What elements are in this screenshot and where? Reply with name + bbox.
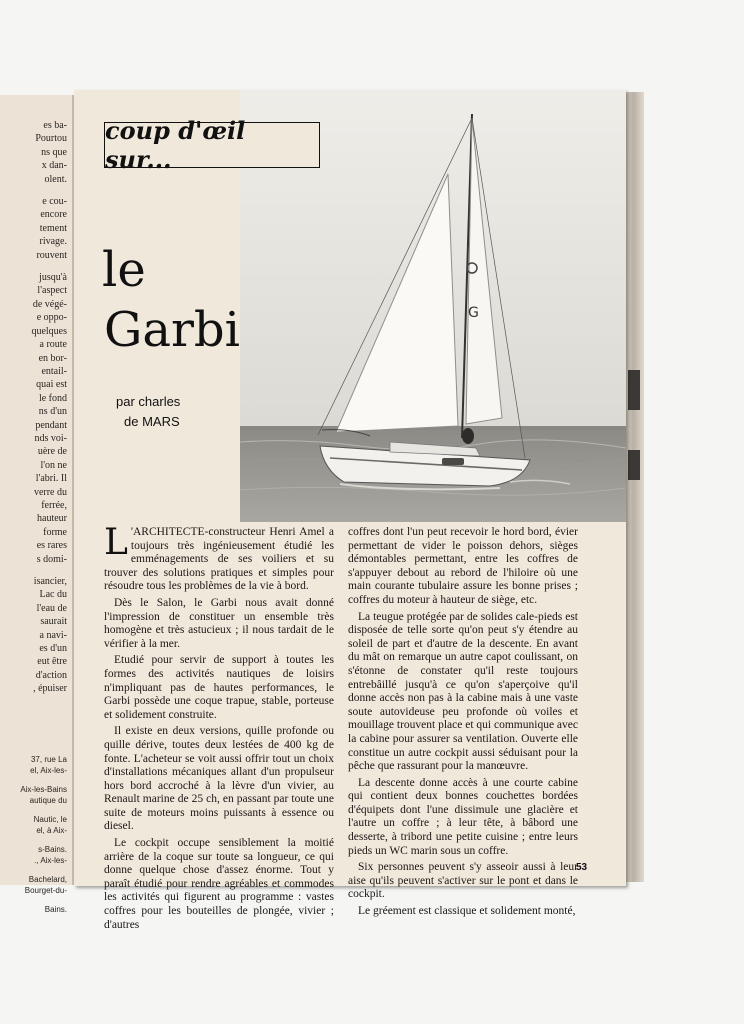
- page-number: 53: [576, 862, 588, 873]
- paragraph: 'ARCHITECTE-constructeur Henri Amel a toujours très ingénieusement étudié les emménagements de ses voiliers et su trouver des solutions pratiques et simples pour résoudre tous les problèmes de la vie à bord.: [104, 526, 334, 593]
- section-kicker: coup d'œil sur...: [104, 122, 320, 168]
- previous-page-line: encore: [40, 209, 67, 221]
- previous-page-line: [0, 566, 72, 575]
- previous-page-line: tement: [39, 222, 67, 234]
- article-column-right: [348, 526, 578, 922]
- previous-page-addresses: [0, 754, 72, 915]
- previous-page-address-line: el, Aix-les-: [30, 765, 67, 775]
- previous-page-line: a route: [39, 339, 67, 351]
- title-line-1: le: [102, 242, 146, 298]
- previous-page-line: es rares: [36, 540, 67, 552]
- previous-page-line: ns d'un: [38, 406, 67, 418]
- previous-page-line: eut être: [37, 656, 67, 668]
- previous-page-address-line: Bains.: [44, 904, 67, 914]
- paragraph: Le gréement est classique et solidement monté,: [358, 905, 576, 918]
- previous-page-address-line: ., Aix-les-: [34, 855, 67, 865]
- previous-page-line: forme: [43, 526, 67, 538]
- paragraph: La teugue protégée par de solides cale-pieds est disposée de telle sorte qu'on peut s'y étendre au soleil de part et d'autre de la descente. En avant du mât on remarque un autre capot coulissant, on s'étonne de constater qu'il reste toujours entrebâillé jusqu'à ce qu'on s'aperçoive qu'il donne accès non pas à la cabine mais à une vaste soute autovideuse peu profonde où voiles et mouillage trouvent place et qui communique avec la cabine pour assurer sa ventilation. Ouverte elle constitue un autre cockpit aussi séduisant pour la pêche que rassurant pour la manœuvre.: [348, 610, 578, 773]
- byline: [116, 392, 256, 432]
- previous-page-line: verre du: [33, 486, 67, 498]
- previous-page-line: [0, 186, 72, 195]
- byline-line-1: par charles: [116, 394, 181, 409]
- previous-page-line: Lac du: [39, 589, 67, 601]
- previous-page-line: isancier,: [33, 576, 67, 587]
- paragraph: coffres dont l'un peut recevoir le hord bord, évier permettant de vider le poisson dehors, sièges démontables permettant, entre les coffres de s'appuyer debout au rebord de l'hiloire où une main courante tubulaire assure les bonne prises ; coffres du moteur à hauteur de siège, etc.: [348, 526, 578, 606]
- previous-page-address-line: 37, rue La: [30, 754, 67, 764]
- previous-page-line: l'on ne: [40, 459, 67, 471]
- previous-page-address-line: autique du: [29, 795, 67, 805]
- previous-page-line: es ba-: [43, 120, 67, 131]
- article-title: [104, 240, 240, 360]
- previous-page-line: de végé-: [32, 298, 67, 310]
- previous-page-line: x dan-: [41, 160, 67, 172]
- byline-line-2: de MARS: [124, 414, 180, 429]
- previous-page-line: l'eau de: [36, 602, 67, 614]
- page-edge: [626, 92, 644, 882]
- paragraph: Etudié pour servir de support à toutes les formes des activités nautiques de loisirs n'impliquant pas de hautes performances, le Garbi possède une coque trapue, stable, porteuse et solidement construite.: [104, 654, 334, 721]
- previous-page-line: hauteur: [37, 513, 67, 525]
- article-column-left: [104, 522, 334, 935]
- previous-page-line: l'abri. Il: [35, 473, 67, 485]
- previous-page-line: e cou-: [42, 196, 67, 208]
- previous-page-line: , épuiser: [33, 683, 67, 695]
- previous-page-address-line: s-Bains.: [38, 844, 67, 854]
- previous-page-line: rivage.: [39, 236, 67, 248]
- previous-page-line: uère de: [37, 446, 67, 458]
- svg-text:G: G: [468, 305, 479, 321]
- edge-mark: [628, 370, 640, 410]
- previous-page-line: olent.: [44, 173, 67, 185]
- paragraph: Il existe en deux versions, quille profonde ou quille dérive, toutes deux lestées de 400 kg de fonte. L'acheteur se voit aussi offrir tout un choix d'installations mécaniques allant d'un propulseur hors bord accroché à la lèvre d'un vivier, au Renault marine de 25 ch, en passant par toute une suite de moteurs moins puissants à essence ou diesel.: [104, 725, 334, 833]
- previous-page-line: d'action: [35, 669, 67, 681]
- previous-page-line: [0, 262, 72, 271]
- title-line-2: Garbi: [104, 302, 240, 358]
- previous-page-line: rouvent: [36, 249, 67, 261]
- previous-page-line: ferrée,: [41, 499, 67, 511]
- paragraph: Six personnes peuvent s'y asseoir aussi à leur aise qu'ils peuvent s'activer sur le pont et dans le cockpit.: [348, 861, 578, 901]
- magazine-page: [74, 90, 626, 931]
- previous-page: [0, 95, 74, 914]
- previous-page-line: quai est: [36, 379, 67, 391]
- previous-page-line: s domi-: [36, 553, 67, 565]
- previous-page-line: quelques: [31, 325, 67, 337]
- previous-page-line: a navi-: [39, 629, 67, 641]
- previous-page-line: l'aspect: [37, 285, 67, 297]
- previous-page-line: entail-: [41, 365, 67, 377]
- previous-page-line: en bor-: [38, 352, 67, 364]
- previous-page-line: Pourtou: [35, 133, 67, 145]
- paragraph: Le cockpit occupe sensiblement la moitié arrière de la coque sur toute sa longueur, ce qui donne quelque chose d'assez énorme. Tout y paraît étudié pour rendre agréables et commodes les activités qui figurent au programme : vastes coffres pour les bouteilles de plongée, vivier ; d'autres: [104, 837, 334, 931]
- previous-page-address-line: el, à Aix-: [36, 825, 67, 835]
- previous-page-address-line: Aix-les-Bains: [20, 784, 67, 794]
- previous-page-line: e oppo-: [36, 312, 67, 324]
- previous-page-line: saurait: [40, 616, 67, 628]
- edge-mark: [628, 450, 640, 480]
- previous-page-address-line: Bourget-du-: [24, 885, 67, 895]
- previous-page-line: pendant: [35, 419, 67, 431]
- previous-page-text: [0, 95, 72, 696]
- previous-page-line: le fond: [38, 392, 67, 404]
- paragraph: Dès le Salon, le Garbi nous avait donné l'impression de constituer un ensemble très homogène et très astucieux ; il nous tardait de le vérifier à la mer.: [104, 596, 334, 650]
- previous-page-line: es d'un: [39, 643, 67, 655]
- drop-cap: L: [104, 522, 128, 563]
- previous-page-address-line: Bachelard,: [28, 874, 67, 884]
- paragraph: La descente donne accès à une courte cabine qui contient deux bonnes couchettes bordées d'équipets dont l'une dissimule une glacière et l'autre un coffre ; à leur tête, à bâbord une desserte, à tribord une petite cuisine ; entre leurs pieds un WC marin sous un coffre.: [348, 776, 578, 857]
- previous-page-line: nds voi-: [34, 432, 67, 444]
- previous-page-address-line: Nautic, le: [33, 814, 67, 824]
- previous-page-line: ns que: [41, 146, 67, 158]
- previous-page-line: jusqu'à: [39, 272, 67, 284]
